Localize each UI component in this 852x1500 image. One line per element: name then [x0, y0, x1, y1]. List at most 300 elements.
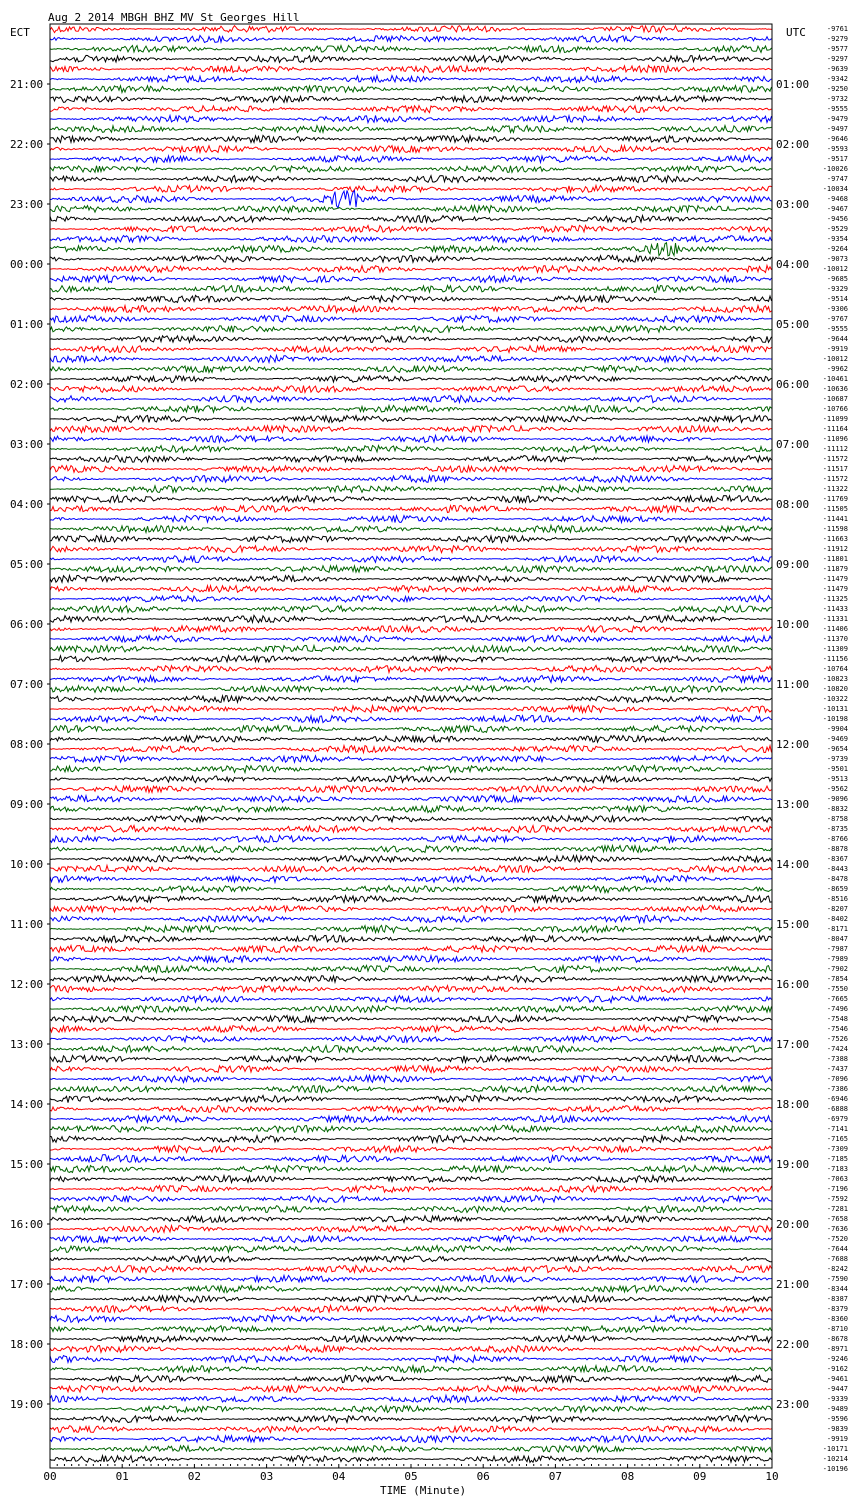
trace-row-55 — [50, 576, 772, 583]
right-hour-label: 12:00 — [776, 738, 810, 751]
left-hour-label: 10:00 — [10, 858, 44, 871]
trace-row-48 — [50, 506, 772, 513]
left-hour-label: 03:00 — [10, 438, 44, 451]
trace-row-77 — [50, 796, 772, 803]
row-offset-value: -9329 — [826, 285, 848, 293]
right-hour-label: 04:00 — [776, 258, 810, 271]
trace-row-51 — [50, 536, 772, 543]
trace-row-13 — [50, 156, 772, 163]
row-offset-value: -9297 — [826, 55, 848, 63]
trace-row-47 — [50, 496, 772, 503]
row-offset-value: -8047 — [826, 935, 848, 943]
right-hour-label: 16:00 — [776, 978, 810, 991]
row-offset-value: -9767 — [826, 315, 848, 323]
trace-row-6 — [50, 86, 772, 93]
trace-row-60 — [50, 626, 772, 633]
row-offset-value: -7665 — [826, 995, 848, 1003]
row-offset-value: -7063 — [826, 1175, 848, 1183]
row-offset-value: -8478 — [826, 875, 848, 883]
trace-row-138 — [50, 1406, 772, 1413]
trace-row-68 — [50, 706, 772, 713]
trace-row-100 — [50, 1025, 772, 1032]
right-hour-label: 13:00 — [776, 798, 810, 811]
row-offset-value: -11572 — [822, 455, 848, 463]
trace-row-38 — [50, 406, 772, 413]
trace-row-61 — [50, 636, 772, 643]
trace-row-97 — [50, 996, 772, 1003]
trace-row-30 — [50, 326, 772, 333]
trace-row-33 — [50, 356, 772, 363]
row-offset-value: -7989 — [826, 955, 848, 963]
row-offset-value: -7658 — [826, 1215, 848, 1223]
trace-row-27 — [50, 295, 772, 302]
row-offset-value: -9514 — [826, 295, 848, 303]
row-offset-value: -10322 — [822, 695, 848, 703]
trace-rows — [50, 26, 772, 1463]
trace-row-128 — [50, 1306, 772, 1313]
row-offset-value: -9246 — [826, 1355, 848, 1363]
left-hour-label: 22:00 — [10, 138, 44, 151]
trace-row-22 — [50, 243, 772, 256]
left-hour-label: 14:00 — [10, 1098, 44, 1111]
trace-row-37 — [50, 396, 772, 403]
row-offset-value: -7550 — [826, 985, 848, 993]
trace-row-130 — [50, 1326, 772, 1333]
trace-row-14 — [50, 166, 772, 173]
left-hour-label: 00:00 — [10, 258, 44, 271]
row-offset-value: -11322 — [822, 485, 848, 493]
trace-row-50 — [50, 525, 772, 532]
trace-row-143 — [50, 1456, 772, 1463]
trace-row-107 — [50, 1096, 772, 1103]
row-offset-value: -7854 — [826, 975, 848, 983]
row-offset-value: -11663 — [822, 535, 848, 543]
trace-row-59 — [50, 615, 772, 622]
trace-row-45 — [50, 476, 772, 483]
row-offset-value: -7548 — [826, 1015, 848, 1023]
trace-row-104 — [50, 1066, 772, 1073]
row-offset-value: -9654 — [826, 745, 848, 753]
left-hour-label: 21:00 — [10, 78, 44, 91]
trace-row-67 — [50, 696, 772, 703]
trace-row-127 — [50, 1296, 772, 1303]
trace-row-9 — [50, 116, 772, 123]
left-hour-label: 05:00 — [10, 558, 44, 571]
trace-row-56 — [50, 586, 772, 593]
row-offset-value: -9489 — [826, 1405, 848, 1413]
right-hour-label: 19:00 — [776, 1158, 810, 1171]
trace-row-129 — [50, 1315, 772, 1322]
row-offset-value: -11406 — [822, 625, 848, 633]
trace-row-44 — [50, 466, 772, 473]
row-offset-value: -9517 — [826, 155, 848, 163]
row-offset-value: -7688 — [826, 1255, 848, 1263]
trace-row-25 — [50, 276, 772, 283]
trace-row-124 — [50, 1266, 772, 1273]
row-offset-value: -7388 — [826, 1055, 848, 1063]
row-offset-value: -7281 — [826, 1205, 848, 1213]
row-offset-value: -11598 — [822, 525, 848, 533]
trace-row-41 — [50, 435, 772, 442]
row-offset-value: -6979 — [826, 1115, 848, 1123]
row-offset-value: -7496 — [826, 1005, 848, 1013]
row-offset-value: -7424 — [826, 1045, 848, 1053]
row-offset-value: -10171 — [822, 1445, 848, 1453]
trace-row-36 — [50, 386, 772, 393]
row-offset-value: -9339 — [826, 1395, 848, 1403]
right-hour-label: 20:00 — [776, 1218, 810, 1231]
trace-row-96 — [50, 986, 772, 993]
trace-row-84 — [50, 865, 772, 872]
row-offset-value: -8971 — [826, 1345, 848, 1353]
right-hour-label: 05:00 — [776, 318, 810, 331]
trace-row-139 — [50, 1415, 772, 1422]
row-offset-value: -6888 — [826, 1105, 848, 1113]
row-offset-value: -9919 — [826, 345, 848, 353]
row-offset-value: -9467 — [826, 205, 848, 213]
row-offset-value: -8516 — [826, 895, 848, 903]
left-hour-label: 01:00 — [10, 318, 44, 331]
left-hour-label: 12:00 — [10, 978, 44, 991]
row-offset-value: -9596 — [826, 1415, 848, 1423]
trace-row-122 — [50, 1246, 772, 1253]
trace-row-116 — [50, 1186, 772, 1193]
left-hour-label: 11:00 — [10, 918, 44, 931]
row-offset-value: -8207 — [826, 905, 848, 913]
row-offset-value: -8758 — [826, 815, 848, 823]
row-offset-value: -9919 — [826, 1435, 848, 1443]
row-offset-value: -9529 — [826, 225, 848, 233]
trace-row-57 — [50, 596, 772, 603]
left-hour-label: 08:00 — [10, 738, 44, 751]
left-hour-label: 07:00 — [10, 678, 44, 691]
row-offset-value: -9479 — [826, 115, 848, 123]
row-offset-value: -8878 — [826, 845, 848, 853]
row-offset-value: -7644 — [826, 1245, 848, 1253]
trace-row-35 — [50, 376, 772, 383]
row-offset-value: -9685 — [826, 275, 848, 283]
row-offset-value: -11309 — [822, 645, 848, 653]
left-hour-label: 23:00 — [10, 198, 44, 211]
trace-row-29 — [50, 316, 772, 323]
row-offset-value: -7526 — [826, 1035, 848, 1043]
row-offset-value: -11479 — [822, 575, 848, 583]
right-hour-label: 23:00 — [776, 1398, 810, 1411]
trace-row-119 — [50, 1216, 772, 1223]
trace-row-140 — [50, 1426, 772, 1433]
trace-row-54 — [50, 566, 772, 573]
row-offset-value: -8678 — [826, 1335, 848, 1343]
right-hour-label: 02:00 — [776, 138, 810, 151]
row-offset-value: -9456 — [826, 215, 848, 223]
row-offset-value: -11433 — [822, 605, 848, 613]
x-tick-label: 08 — [620, 1470, 635, 1483]
row-offset-value: -8367 — [826, 855, 848, 863]
row-offset-value: -8171 — [826, 925, 848, 933]
trace-row-88 — [50, 906, 772, 913]
trace-row-18 — [50, 206, 772, 213]
row-offset-value: -11572 — [822, 475, 848, 483]
trace-row-133 — [50, 1356, 772, 1363]
left-hour-label: 18:00 — [10, 1338, 44, 1351]
row-offset-value: -7987 — [826, 945, 848, 953]
row-offset-value: -9306 — [826, 305, 848, 313]
x-axis — [43, 1464, 778, 1483]
trace-row-126 — [50, 1286, 772, 1293]
trace-row-98 — [50, 1006, 772, 1013]
trace-row-81 — [50, 836, 772, 843]
row-offset-value: -7165 — [826, 1135, 848, 1143]
right-hour-label: 14:00 — [776, 858, 810, 871]
left-timezone-label: ECT — [10, 26, 30, 39]
trace-row-137 — [50, 1395, 772, 1402]
trace-row-106 — [50, 1085, 772, 1092]
row-offset-value: -9639 — [826, 65, 848, 73]
trace-row-110 — [50, 1125, 772, 1132]
trace-row-108 — [50, 1106, 772, 1113]
trace-row-75 — [50, 776, 772, 783]
trace-row-141 — [50, 1436, 772, 1443]
trace-row-86 — [50, 886, 772, 893]
row-offset-value: -8443 — [826, 865, 848, 873]
row-offset-value: -9342 — [826, 75, 848, 83]
row-offset-value: -9461 — [826, 1375, 848, 1383]
row-offset-value: -7902 — [826, 965, 848, 973]
trace-row-131 — [50, 1336, 772, 1343]
trace-row-16 — [50, 185, 772, 192]
right-hour-label: 10:00 — [776, 618, 810, 631]
trace-row-90 — [50, 925, 772, 932]
trace-row-72 — [50, 746, 772, 753]
trace-row-95 — [50, 976, 772, 983]
row-offset-value: -11479 — [822, 585, 848, 593]
x-tick-label: 01 — [115, 1470, 129, 1483]
right-hour-labels — [776, 78, 809, 1411]
x-tick-label: 05 — [404, 1470, 418, 1483]
trace-row-19 — [50, 216, 772, 223]
row-offset-value: -10764 — [822, 665, 848, 673]
trace-row-43 — [50, 456, 772, 463]
row-offset-value: -9839 — [826, 1425, 848, 1433]
left-hour-labels — [10, 78, 50, 1411]
trace-row-101 — [50, 1036, 772, 1043]
row-offset-value: -8242 — [826, 1265, 848, 1273]
row-offset-value: -9747 — [826, 175, 848, 183]
trace-row-2 — [50, 46, 772, 53]
row-offset-value: -7546 — [826, 1025, 848, 1033]
trace-row-58 — [50, 606, 772, 613]
x-tick-label: 10 — [765, 1470, 779, 1483]
right-hour-label: 17:00 — [776, 1038, 810, 1051]
trace-row-66 — [50, 686, 772, 693]
trace-row-32 — [50, 346, 772, 353]
trace-row-136 — [50, 1386, 772, 1393]
trace-row-52 — [50, 546, 772, 553]
row-offset-value: -10012 — [822, 355, 848, 363]
row-offset-value: -8387 — [826, 1295, 848, 1303]
row-offset-value: -9962 — [826, 365, 848, 373]
row-offset-value: -11096 — [822, 435, 848, 443]
trace-row-76 — [50, 786, 772, 793]
row-offset-value: -9447 — [826, 1385, 848, 1393]
row-offset-value: -11370 — [822, 635, 848, 643]
row-offset-value: -11325 — [822, 595, 848, 603]
trace-row-20 — [50, 225, 772, 232]
right-timezone-label: UTC — [786, 26, 806, 39]
trace-row-89 — [50, 915, 772, 922]
right-hour-label: 07:00 — [776, 438, 810, 451]
x-tick-label: 06 — [476, 1470, 490, 1483]
right-hour-label: 22:00 — [776, 1338, 810, 1351]
row-offset-value: -11879 — [822, 565, 848, 573]
left-hour-label: 15:00 — [10, 1158, 44, 1171]
trace-row-8 — [50, 106, 772, 113]
x-tick-label: 09 — [693, 1470, 707, 1483]
row-offset-value: -10766 — [822, 405, 848, 413]
trace-row-123 — [50, 1256, 772, 1263]
right-row-values — [823, 25, 848, 1473]
row-offset-value: -9264 — [826, 245, 848, 253]
right-hour-label: 15:00 — [776, 918, 810, 931]
row-offset-value: -8766 — [826, 835, 848, 843]
plot-frame — [50, 24, 772, 1468]
row-offset-value: -7520 — [826, 1235, 848, 1243]
left-hour-label: 02:00 — [10, 378, 44, 391]
trace-row-64 — [50, 665, 772, 672]
trace-row-120 — [50, 1226, 772, 1233]
row-offset-value: -10636 — [822, 385, 848, 393]
row-offset-value: -10461 — [822, 375, 848, 383]
trace-row-92 — [50, 945, 772, 952]
row-offset-value: -10198 — [822, 715, 848, 723]
row-offset-value: -9904 — [826, 725, 848, 733]
row-offset-value: -8832 — [826, 805, 848, 813]
trace-row-117 — [50, 1196, 772, 1203]
trace-row-132 — [50, 1346, 772, 1353]
trace-row-4 — [50, 66, 772, 73]
row-offset-value: -11912 — [822, 545, 848, 553]
left-hour-label: 06:00 — [10, 618, 44, 631]
row-offset-value: -9497 — [826, 125, 848, 133]
trace-row-87 — [50, 896, 772, 903]
row-offset-value: -9096 — [826, 795, 848, 803]
trace-row-114 — [50, 1166, 772, 1173]
row-offset-value: -11164 — [822, 425, 848, 433]
trace-row-28 — [50, 306, 772, 313]
trace-row-80 — [50, 826, 772, 833]
row-offset-value: -11769 — [822, 495, 848, 503]
row-offset-value: -7590 — [826, 1275, 848, 1283]
row-offset-value: -9073 — [826, 255, 848, 263]
row-offset-value: -11112 — [822, 445, 848, 453]
trace-row-109 — [50, 1116, 772, 1123]
row-offset-value: -10823 — [822, 675, 848, 683]
right-hour-label: 21:00 — [776, 1278, 810, 1291]
trace-row-23 — [50, 255, 772, 262]
row-offset-value: -10026 — [822, 165, 848, 173]
trace-row-21 — [50, 236, 772, 243]
trace-row-65 — [50, 676, 772, 683]
x-tick-label: 02 — [187, 1470, 202, 1483]
right-hour-label: 11:00 — [776, 678, 810, 691]
trace-row-74 — [50, 766, 772, 773]
trace-row-7 — [50, 96, 772, 103]
row-offset-value: -7096 — [826, 1075, 848, 1083]
right-hour-label: 01:00 — [776, 78, 810, 91]
row-offset-value: -9739 — [826, 755, 848, 763]
trace-row-85 — [50, 876, 772, 883]
row-offset-value: -8710 — [826, 1325, 848, 1333]
row-offset-value: -8379 — [826, 1305, 848, 1313]
trace-row-82 — [50, 846, 772, 853]
row-offset-value: -7386 — [826, 1085, 848, 1093]
trace-row-12 — [50, 146, 772, 153]
trace-row-113 — [50, 1155, 772, 1163]
row-offset-value: -8735 — [826, 825, 848, 833]
row-offset-value: -10012 — [822, 265, 848, 273]
row-offset-value: -7592 — [826, 1195, 848, 1203]
row-offset-value: -11801 — [822, 555, 848, 563]
left-hour-label: 13:00 — [10, 1038, 44, 1051]
trace-row-105 — [50, 1076, 772, 1083]
right-hour-label: 03:00 — [776, 198, 810, 211]
row-offset-value: -11099 — [822, 415, 848, 423]
trace-row-31 — [50, 336, 772, 343]
left-hour-label: 17:00 — [10, 1278, 44, 1291]
trace-row-11 — [50, 135, 772, 142]
trace-row-63 — [50, 656, 772, 663]
row-offset-value: -9732 — [826, 95, 848, 103]
trace-row-112 — [50, 1146, 772, 1153]
right-hour-label: 06:00 — [776, 378, 810, 391]
row-offset-value: -8659 — [826, 885, 848, 893]
trace-row-91 — [50, 935, 772, 942]
left-hour-label: 04:00 — [10, 498, 44, 511]
row-offset-value: -10687 — [822, 395, 848, 403]
left-hour-label: 09:00 — [10, 798, 44, 811]
row-offset-value: -9250 — [826, 85, 848, 93]
row-offset-value: -9354 — [826, 235, 848, 243]
trace-row-53 — [50, 556, 772, 563]
x-axis-label: TIME (Minute) — [380, 1484, 467, 1497]
row-offset-value: -11505 — [822, 505, 848, 513]
row-offset-value: -9562 — [826, 785, 848, 793]
trace-row-62 — [50, 645, 772, 652]
row-offset-value: -7636 — [826, 1225, 848, 1233]
trace-row-134 — [50, 1366, 772, 1373]
trace-row-125 — [50, 1275, 772, 1282]
row-offset-value: -9577 — [826, 45, 848, 53]
row-offset-value: -11331 — [822, 615, 848, 623]
right-hour-label: 09:00 — [776, 558, 810, 571]
trace-row-42 — [50, 446, 772, 453]
trace-row-118 — [50, 1206, 772, 1213]
row-offset-value: -8402 — [826, 915, 848, 923]
row-offset-value: -10131 — [822, 705, 848, 713]
chart-title: Aug 2 2014 MBGH BHZ MV St Georges Hill — [48, 11, 300, 24]
trace-row-73 — [50, 756, 772, 763]
row-offset-value: -7196 — [826, 1185, 848, 1193]
trace-row-46 — [50, 486, 772, 493]
trace-row-111 — [50, 1136, 772, 1143]
trace-row-71 — [50, 736, 772, 743]
row-offset-value: -7141 — [826, 1125, 848, 1133]
row-offset-value: -8344 — [826, 1285, 848, 1293]
right-hour-label: 18:00 — [776, 1098, 810, 1111]
trace-row-10 — [50, 126, 772, 133]
trace-row-40 — [50, 426, 772, 433]
row-offset-value: -9501 — [826, 765, 848, 773]
